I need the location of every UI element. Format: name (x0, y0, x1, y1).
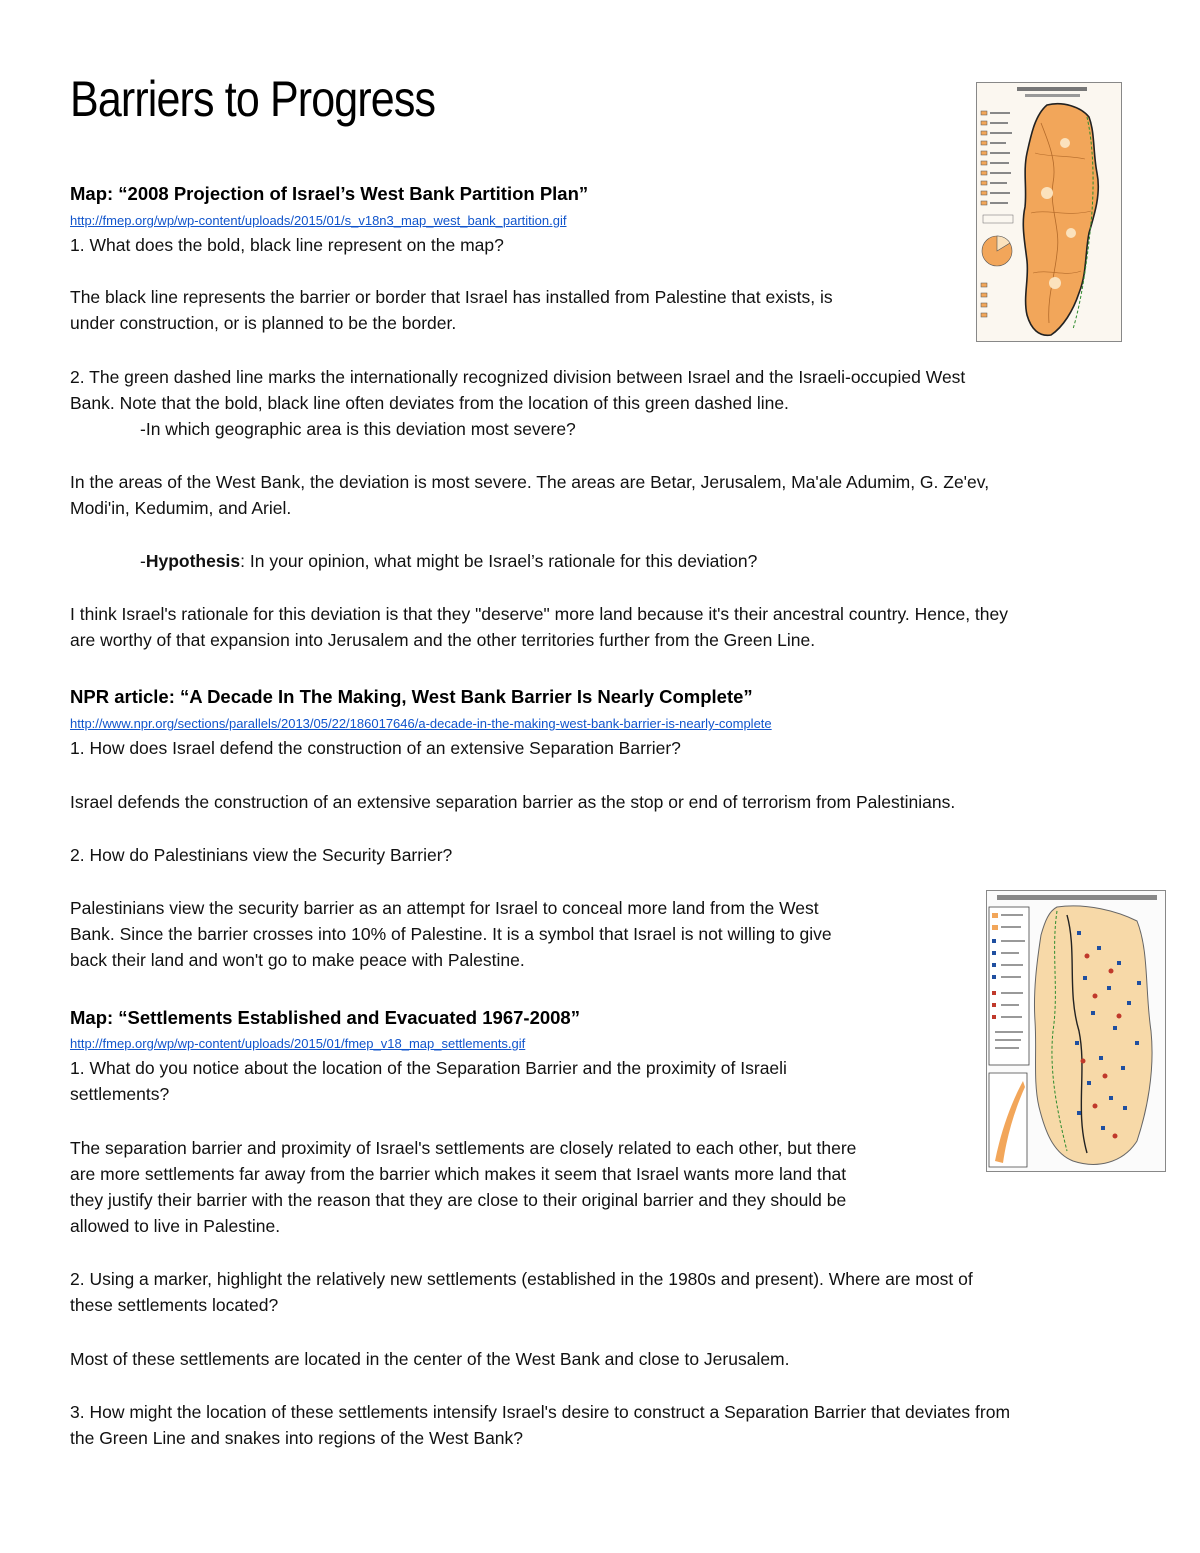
settlements-answer-1-line-4: allowed to live in Palestine. (70, 1216, 281, 1236)
settlements-question-1-line-1: 1. What do you notice about the location of the Separation Barrier and the proximity of Israeli (70, 1058, 787, 1078)
npr-question-2: 2. How do Palestinians view the Security Barrier? (70, 845, 453, 865)
npr-question-1: 1. How does Israel defend the construction of an extensive Separation Barrier? (70, 738, 681, 758)
section-heading-settlements-map: Map: “Settlements Established and Evacuated 1967-2008” (70, 1007, 580, 1028)
answer-1-line-2: under construction, or is planned to be the border. (70, 313, 457, 333)
settlements-answer-2: Most of these settlements are located in the center of the West Bank and close to Jerusalem. (70, 1349, 790, 1369)
npr-article-link[interactable]: http://www.npr.org/sections/parallels/2013/05/22/186017646/a-decade-in-the-making-west-bank-barrier-is-nearly-complete (70, 716, 772, 731)
settlements-answer-1-line-3: they justify their barrier with the reason that they are close to their original barrier and they should be (70, 1190, 847, 1210)
hypothesis-text: : In your opinion, what might be Israel’s rationale for this deviation? (240, 551, 758, 571)
settlements-question-2-line-2: these settlements located? (70, 1295, 279, 1315)
answer-3-line-1: I think Israel's rationale for this deviation is that they "deserve" more land because it's their ancestral country. Hence, they (70, 604, 1009, 624)
npr-answer-2-line-3: back their land and won't go to make peace with Palestine. (70, 950, 525, 970)
page-title: Barriers to Progress (70, 71, 436, 127)
question-2-sub: -In which geographic area is this deviation most severe? (140, 419, 576, 439)
npr-answer-2-line-2: Bank. Since the barrier crosses into 10% of Palestine. It is a symbol that Israel is not willing to give (70, 924, 832, 944)
question-1: 1. What does the bold, black line represent on the map? (70, 235, 504, 255)
settlements-map-link[interactable]: http://fmep.org/wp/wp-content/uploads/2015/01/fmep_v18_map_settlements.gif (70, 1036, 526, 1051)
settlements-answer-1-line-1: The separation barrier and proximity of Israel's settlements are closely related to each other, but there (70, 1138, 857, 1158)
hypothesis-dash: - (140, 551, 146, 571)
question-2-line-2: Bank. Note that the bold, black line often deviates from the location of this green dashed line. (70, 393, 789, 413)
answer-2-line-2: Modi'in, Kedumim, and Ariel. (70, 498, 292, 518)
settlements-map-image (986, 890, 1166, 1172)
settlements-question-3-line-2: the Green Line and snakes into regions of the West Bank? (70, 1428, 524, 1448)
partition-map-link[interactable]: http://fmep.org/wp/wp-content/uploads/2015/01/s_v18n3_map_west_bank_partition.gif (70, 213, 567, 228)
answer-3-line-2: are worthy of that expansion into Jerusalem and the other territories further from the Green Line. (70, 630, 816, 650)
hypothesis-label: Hypothesis (145, 551, 241, 571)
question-2-line-1: 2. The green dashed line marks the internationally recognized division between Israel and the Israeli-occupied West (70, 367, 966, 387)
settlements-question-1-line-2: settlements? (70, 1084, 170, 1104)
answer-1-line-1: The black line represents the barrier or border that Israel has installed from Palestine that exists, is (70, 287, 833, 307)
section-heading-npr-article: NPR article: “A Decade In The Making, West Bank Barrier Is Nearly Complete” (70, 686, 753, 707)
answer-2-line-1: In the areas of the West Bank, the deviation is most severe. The areas are Betar, Jerusalem, Ma'ale Adumim, G. Ze'ev, (70, 472, 990, 492)
npr-answer-2-line-1: Palestinians view the security barrier as an attempt for Israel to conceal more land from the West (70, 898, 819, 918)
settlements-answer-1-line-2: are more settlements far away from the barrier which makes it seem that Israel wants more land that (70, 1164, 847, 1184)
settlements-question-3-line-1: 3. How might the location of these settlements intensify Israel's desire to construct a Separation Barrier that deviates from (70, 1402, 1011, 1422)
settlements-question-2-line-1: 2. Using a marker, highlight the relatively new settlements (established in the 1980s and present). Where are most of (70, 1269, 973, 1289)
section-heading-partition-map: Map: “2008 Projection of Israel’s West Bank Partition Plan” (70, 183, 589, 204)
partition-map-image (976, 82, 1122, 342)
hypothesis-question (140, 548, 757, 574)
npr-answer-1: Israel defends the construction of an extensive separation barrier as the stop or end of terrorism from Palestinians. (70, 792, 956, 812)
